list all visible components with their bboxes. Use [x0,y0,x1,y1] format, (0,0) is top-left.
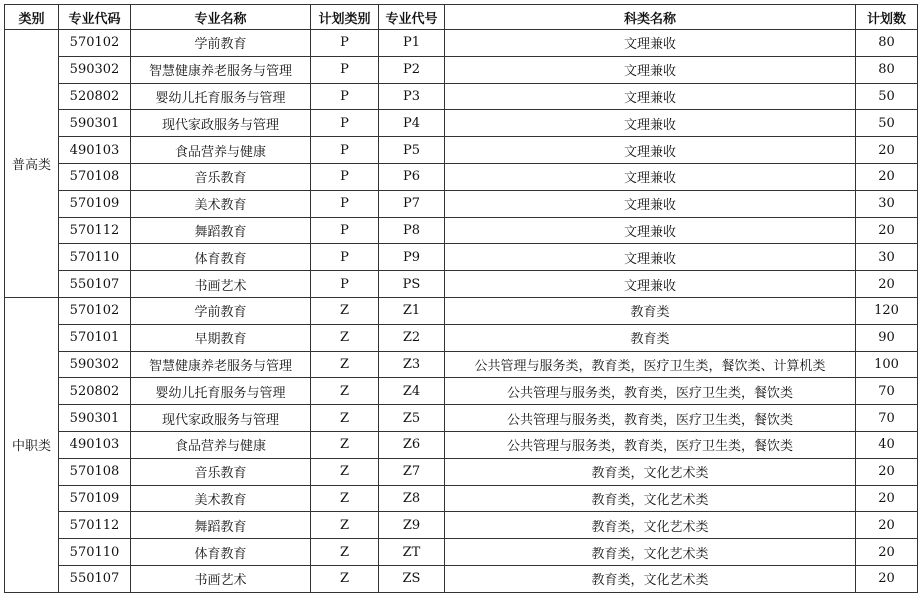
cell-major-code: 570110 [59,244,131,271]
cell-plan-count: 50 [856,83,918,110]
cell-major-no: Z7 [379,458,445,485]
cell-subject-name: 公共管理与服务类，教育类，医疗卫生类，餐饮类 [445,378,856,405]
cell-plan-type: Z [311,458,379,485]
cell-major-name: 食品营养与健康 [131,137,311,164]
cell-major-no: PS [379,271,445,298]
header-major-name: 专业名称 [131,5,311,30]
cell-major-code: 570101 [59,324,131,351]
cell-plan-type: P [311,271,379,298]
cell-plan-count: 100 [856,351,918,378]
cell-major-name: 现代家政服务与管理 [131,110,311,137]
cell-plan-count: 80 [856,56,918,83]
cell-major-code: 570108 [59,458,131,485]
cell-plan-type: P [311,110,379,137]
cell-plan-count: 20 [856,137,918,164]
cell-plan-count: 120 [856,297,918,324]
cell-major-no: Z9 [379,512,445,539]
cell-plan-type: P [311,137,379,164]
cell-major-name: 书画艺术 [131,271,311,298]
cell-major-name: 体育教育 [131,244,311,271]
cell-major-code: 490103 [59,137,131,164]
cell-plan-count: 90 [856,324,918,351]
cell-major-name: 学前教育 [131,30,311,57]
table-header [5,5,918,30]
cell-plan-type: P [311,163,379,190]
cell-subject-name: 公共管理与服务类，教育类，医疗卫生类，餐饮类 [445,431,856,458]
cell-plan-count: 20 [856,458,918,485]
cell-major-no: Z4 [379,378,445,405]
cell-major-name: 食品营养与健康 [131,431,311,458]
cell-major-code: 570109 [59,485,131,512]
cell-major-no: P5 [379,137,445,164]
cell-major-code: 570112 [59,512,131,539]
cell-major-no: P4 [379,110,445,137]
header-subject-name: 科类名称 [445,5,856,30]
table-row [5,56,918,83]
cell-subject-name: 文理兼收 [445,190,856,217]
cell-major-no: ZS [379,565,445,592]
table-row [5,512,918,539]
cell-subject-name: 文理兼收 [445,56,856,83]
cell-plan-count: 20 [856,565,918,592]
cell-major-no: Z8 [379,485,445,512]
header-plan-type: 计划类别 [311,5,379,30]
cell-major-name: 婴幼儿托育服务与管理 [131,83,311,110]
cell-plan-count: 20 [856,217,918,244]
cell-major-code: 590301 [59,405,131,432]
cell-major-code: 550107 [59,271,131,298]
cell-subject-name: 文理兼收 [445,217,856,244]
cell-major-name: 舞蹈教育 [131,217,311,244]
table-row [5,405,918,432]
table-row [5,163,918,190]
cell-plan-count: 40 [856,431,918,458]
table-row [5,190,918,217]
cell-major-name: 音乐教育 [131,458,311,485]
header-category: 类别 [5,5,59,30]
cell-major-no: P6 [379,163,445,190]
category-cell: 普高类 [5,30,59,298]
cell-plan-type: Z [311,297,379,324]
header-major-no: 专业代号 [379,5,445,30]
cell-subject-name: 教育类，文化艺术类 [445,512,856,539]
cell-subject-name: 文理兼收 [445,244,856,271]
header-row [5,5,918,30]
table-row [5,485,918,512]
cell-plan-count: 30 [856,244,918,271]
cell-major-name: 现代家政服务与管理 [131,405,311,432]
header-major-code: 专业代码 [59,5,131,30]
cell-subject-name: 教育类 [445,297,856,324]
cell-subject-name: 文理兼收 [445,137,856,164]
cell-major-no: P1 [379,30,445,57]
cell-plan-count: 30 [856,190,918,217]
cell-major-code: 570110 [59,539,131,566]
table-row [5,30,918,57]
cell-major-code: 570109 [59,190,131,217]
cell-subject-name: 文理兼收 [445,83,856,110]
table-row [5,137,918,164]
table-row [5,297,918,324]
cell-major-no: P8 [379,217,445,244]
cell-major-no: Z6 [379,431,445,458]
cell-plan-type: Z [311,565,379,592]
cell-plan-count: 20 [856,271,918,298]
cell-major-code: 570102 [59,30,131,57]
cell-major-code: 520802 [59,378,131,405]
cell-major-no: P9 [379,244,445,271]
cell-major-code: 550107 [59,565,131,592]
cell-major-code: 570112 [59,217,131,244]
cell-major-no: Z1 [379,297,445,324]
cell-subject-name: 教育类，文化艺术类 [445,539,856,566]
table-row [5,110,918,137]
cell-plan-type: Z [311,351,379,378]
cell-major-code: 570108 [59,163,131,190]
cell-major-name: 体育教育 [131,539,311,566]
table-row [5,458,918,485]
table-row [5,217,918,244]
cell-major-name: 智慧健康养老服务与管理 [131,56,311,83]
cell-major-name: 美术教育 [131,485,311,512]
table-row [5,244,918,271]
cell-plan-type: P [311,56,379,83]
cell-major-code: 590302 [59,56,131,83]
cell-major-no: P3 [379,83,445,110]
cell-plan-type: P [311,83,379,110]
cell-major-code: 520802 [59,83,131,110]
cell-subject-name: 文理兼收 [445,163,856,190]
cell-major-name: 学前教育 [131,297,311,324]
cell-major-name: 书画艺术 [131,565,311,592]
cell-major-name: 美术教育 [131,190,311,217]
cell-plan-count: 80 [856,30,918,57]
cell-major-name: 婴幼儿托育服务与管理 [131,378,311,405]
cell-subject-name: 公共管理与服务类，教育类，医疗卫生类，餐饮类、计算机类 [445,351,856,378]
cell-major-name: 舞蹈教育 [131,512,311,539]
table-body [5,30,918,593]
cell-plan-count: 20 [856,485,918,512]
cell-plan-type: P [311,190,379,217]
table-row [5,351,918,378]
cell-plan-type: P [311,30,379,57]
cell-major-name: 智慧健康养老服务与管理 [131,351,311,378]
cell-major-code: 570102 [59,297,131,324]
cell-plan-count: 70 [856,378,918,405]
cell-major-code: 490103 [59,431,131,458]
cell-major-code: 590301 [59,110,131,137]
table-row [5,83,918,110]
cell-subject-name: 公共管理与服务类，教育类，医疗卫生类，餐饮类 [445,405,856,432]
cell-major-name: 早期教育 [131,324,311,351]
cell-plan-type: Z [311,431,379,458]
cell-plan-count: 20 [856,539,918,566]
table-row [5,431,918,458]
table-row [5,271,918,298]
enrollment-plan-table [4,4,918,593]
cell-major-no: Z3 [379,351,445,378]
cell-plan-type: Z [311,512,379,539]
cell-subject-name: 文理兼收 [445,271,856,298]
cell-subject-name: 教育类 [445,324,856,351]
cell-plan-count: 70 [856,405,918,432]
cell-plan-type: Z [311,378,379,405]
cell-plan-type: Z [311,324,379,351]
cell-plan-type: P [311,244,379,271]
cell-plan-type: Z [311,485,379,512]
cell-major-name: 音乐教育 [131,163,311,190]
cell-subject-name: 教育类，文化艺术类 [445,485,856,512]
category-cell: 中职类 [5,297,59,592]
cell-plan-count: 20 [856,163,918,190]
cell-major-no: Z2 [379,324,445,351]
cell-plan-count: 20 [856,512,918,539]
cell-major-code: 590302 [59,351,131,378]
cell-plan-type: Z [311,539,379,566]
cell-major-no: Z5 [379,405,445,432]
cell-subject-name: 文理兼收 [445,110,856,137]
cell-subject-name: 文理兼收 [445,30,856,57]
header-plan-count: 计划数 [856,5,918,30]
cell-plan-type: P [311,217,379,244]
cell-plan-count: 50 [856,110,918,137]
cell-subject-name: 教育类，文化艺术类 [445,565,856,592]
table-row [5,378,918,405]
cell-plan-type: Z [311,405,379,432]
cell-major-no: P2 [379,56,445,83]
table-row [5,565,918,592]
cell-major-no: ZT [379,539,445,566]
table-row [5,539,918,566]
cell-subject-name: 教育类，文化艺术类 [445,458,856,485]
table-row [5,324,918,351]
cell-major-no: P7 [379,190,445,217]
